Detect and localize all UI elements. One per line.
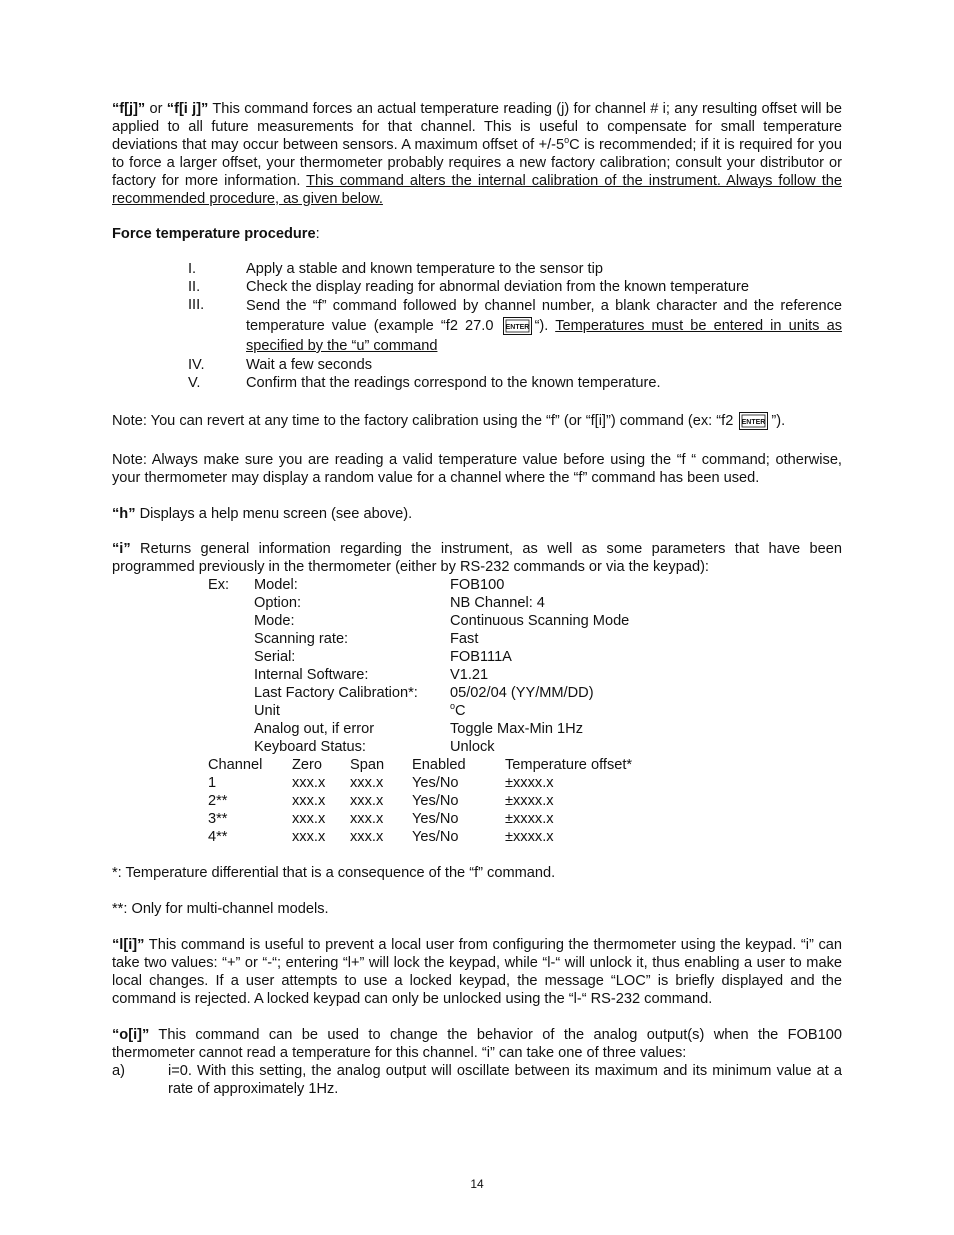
- info-key: Internal Software:: [254, 667, 369, 683]
- step-number: I.: [188, 261, 197, 277]
- info-key: Model:: [254, 577, 298, 593]
- step-underlined: Temperatures must be entered in units as specified by the “u” command: [246, 318, 842, 354]
- info-value: FOB100: [450, 577, 505, 593]
- info-row: [112, 720, 842, 738]
- step-number: III.: [188, 297, 205, 313]
- channel-header: Channel: [208, 757, 263, 773]
- f-command-name-2: “f[i j]”: [166, 101, 209, 117]
- enter-key-label: ENTER: [742, 419, 766, 426]
- step-text: Confirm that the readings correspond to the known temperature.: [246, 375, 661, 391]
- channel-row: [112, 792, 842, 810]
- h-command-paragraph: [112, 505, 842, 523]
- zero-cell: xxx.x: [292, 793, 326, 809]
- or-text: or: [145, 101, 167, 117]
- offset-header: Temperature offset*: [505, 757, 633, 773]
- step-text-3: [246, 296, 842, 356]
- f-command-text-b: C is recommended; if it is required for you to force a larger offset, your thermometer probably requires a new factory calibration; consult your distributor or factory for more information.: [112, 137, 842, 189]
- enabled-header: Enabled: [412, 757, 466, 773]
- procedure-list: [112, 260, 842, 392]
- channel-row: [112, 774, 842, 792]
- h-command-name: “h”: [112, 506, 136, 522]
- note-revert: [112, 411, 842, 431]
- page-body: [112, 100, 842, 1098]
- enabled-cell: Yes/No: [412, 775, 459, 791]
- f-command-text-a: This command forces an actual temperature reading (j) for channel # i; any resulting offset will be applied to all future measurements for that channel. This is useful to compensate for small temperature deviations that may occur between sensors. A maximum offset of +/-5: [112, 101, 842, 153]
- info-value: Fast: [450, 631, 479, 647]
- info-row: [112, 576, 842, 594]
- span-cell: xxx.x: [350, 811, 384, 827]
- span-cell: xxx.x: [350, 793, 384, 809]
- info-key: Mode:: [254, 613, 295, 629]
- degree-sup: o: [564, 135, 570, 145]
- offset-cell: ±xxxx.x: [505, 775, 554, 791]
- zero-cell: xxx.x: [292, 775, 326, 791]
- o-command-text: This command can be used to change the behavior of the analog output(s) when the FOB100 thermometer cannot read a temperature for this channel. “i” can take one of three values:: [112, 1027, 842, 1061]
- step-text: Check the display reading for abnormal deviation from the known temperature: [246, 279, 749, 295]
- footnote-offset: *: Temperature differential that is a consequence of the “f” command.: [112, 865, 556, 881]
- procedure-step: [112, 374, 842, 392]
- span-cell: xxx.x: [350, 775, 384, 791]
- info-key: Analog out, if error: [254, 721, 375, 737]
- step-text-after: “).: [534, 318, 556, 334]
- channel-cell: 1: [208, 775, 217, 791]
- info-value: Toggle Max-Min 1Hz: [450, 721, 584, 737]
- info-value: NB Channel: 4: [450, 595, 545, 611]
- enabled-cell: Yes/No: [412, 829, 459, 845]
- degree-sup: o: [450, 701, 456, 711]
- list-item: [112, 1062, 842, 1098]
- info-value: [450, 702, 842, 720]
- note-revert-text: Note: You can revert at any time to the factory calibration using the “f” (or “f[i]”) command (ex: “f2: [112, 413, 738, 429]
- f-command-warning: This command alters the internal calibration of the instrument. Always follow the recommended procedure, as given below.: [112, 173, 843, 207]
- info-key: Scanning rate:: [254, 631, 349, 647]
- i-command-text: Returns general information regarding the instrument, as well as some parameters that have been programmed previously in the thermometer (either by RS-232 commands or via the keypad):: [112, 541, 842, 575]
- span-header: Span: [350, 757, 385, 773]
- enter-key-icon: [739, 412, 769, 430]
- ex-label: Ex:: [208, 577, 230, 593]
- l-command-name: “l[i]”: [112, 937, 145, 953]
- procedure-title: Force temperature procedure: [112, 226, 316, 242]
- procedure-step: [112, 260, 842, 278]
- l-command-text: This command is useful to prevent a local user from configuring the thermometer using the keypad. “i” can take two values: “+” or “-“; entering “l+” will lock the keypad, while “l-“ will unlock it, thus enabling a user to make local changes. If a user attempts to use a locked keypad, the message “LOC” is briefly displayed and the command is rejected. A locked keypad can only be unlocked using the “l-“ RS-232 command.: [112, 937, 842, 1007]
- list-marker: a): [112, 1063, 125, 1079]
- info-value: V1.21: [450, 667, 489, 683]
- zero-cell: xxx.x: [292, 829, 326, 845]
- info-key: Last Factory Calibration*:: [254, 685, 418, 701]
- footnote-multichannel: **: Only for multi-channel models.: [112, 901, 329, 917]
- i-command-name: “i”: [112, 541, 131, 557]
- step-number: II.: [188, 279, 201, 295]
- step-text-part: Send the “f” command followed by channel number, a blank character and the reference temperature value (example “f2 27.0: [246, 298, 842, 334]
- procedure-step: [112, 278, 842, 296]
- info-row: [112, 702, 842, 720]
- step-text: Wait a few seconds: [246, 357, 372, 373]
- offset-cell: ±xxxx.x: [505, 811, 554, 827]
- offset-cell: ±xxxx.x: [505, 793, 554, 809]
- info-key: Serial:: [254, 649, 296, 665]
- info-row: [112, 738, 842, 756]
- f-command-name: “f[j]”: [112, 101, 146, 117]
- info-row: [112, 594, 842, 612]
- list-text: i=0. With this setting, the analog output will oscillate between its maximum and its minimum value at a rate of approximately 1Hz.: [168, 1063, 842, 1097]
- channel-row: [112, 810, 842, 828]
- info-row: [112, 630, 842, 648]
- f-command-paragraph: [112, 100, 842, 208]
- enter-key-label: ENTER: [505, 324, 529, 331]
- zero-cell: xxx.x: [292, 811, 326, 827]
- info-key: Option:: [254, 595, 302, 611]
- unit-value: C: [455, 703, 466, 719]
- procedure-colon: :: [315, 226, 320, 242]
- info-value: Unlock: [450, 739, 495, 755]
- i-command-paragraph: [112, 540, 842, 576]
- h-command-text: Displays a help menu screen (see above).: [135, 506, 413, 522]
- step-number: V.: [188, 375, 201, 391]
- info-value: Continuous Scanning Mode: [450, 613, 630, 629]
- enabled-cell: Yes/No: [412, 811, 459, 827]
- note-valid: Note: Always make sure you are reading a valid temperature value before using the “f “ command; otherwise, your thermometer may display a random value for a channel where the “f” command has been used.: [112, 452, 842, 486]
- step-text: Apply a stable and known temperature to the sensor tip: [246, 261, 603, 277]
- info-row: [112, 666, 842, 684]
- o-command-paragraph: [112, 1026, 842, 1062]
- zero-header: Zero: [292, 757, 323, 773]
- channel-cell: 2**: [208, 793, 228, 809]
- span-cell: xxx.x: [350, 829, 384, 845]
- procedure-heading: [112, 225, 842, 243]
- procedure-step: [112, 356, 842, 374]
- l-command-paragraph: [112, 936, 842, 1008]
- info-key: Keyboard Status:: [254, 739, 366, 755]
- channel-header-row: [112, 756, 842, 774]
- o-command-name: “o[i]”: [112, 1027, 150, 1043]
- procedure-step: [112, 296, 842, 356]
- note-revert-end: ”).: [771, 413, 786, 429]
- offset-cell: ±xxxx.x: [505, 829, 554, 845]
- page-number: 14: [470, 1177, 484, 1191]
- channel-table: [112, 756, 842, 846]
- channel-cell: 4**: [208, 829, 228, 845]
- info-block: [112, 576, 842, 756]
- channel-cell: 3**: [208, 811, 228, 827]
- enter-key-icon: [503, 317, 533, 335]
- info-row: [112, 648, 842, 666]
- info-row: [112, 684, 842, 702]
- info-value: FOB111A: [450, 649, 512, 665]
- step-number: IV.: [188, 357, 205, 373]
- info-key: Unit: [254, 703, 280, 719]
- info-value: 05/02/04 (YY/MM/DD): [450, 685, 594, 701]
- info-row: [112, 612, 842, 630]
- channel-row: [112, 828, 842, 846]
- enabled-cell: Yes/No: [412, 793, 459, 809]
